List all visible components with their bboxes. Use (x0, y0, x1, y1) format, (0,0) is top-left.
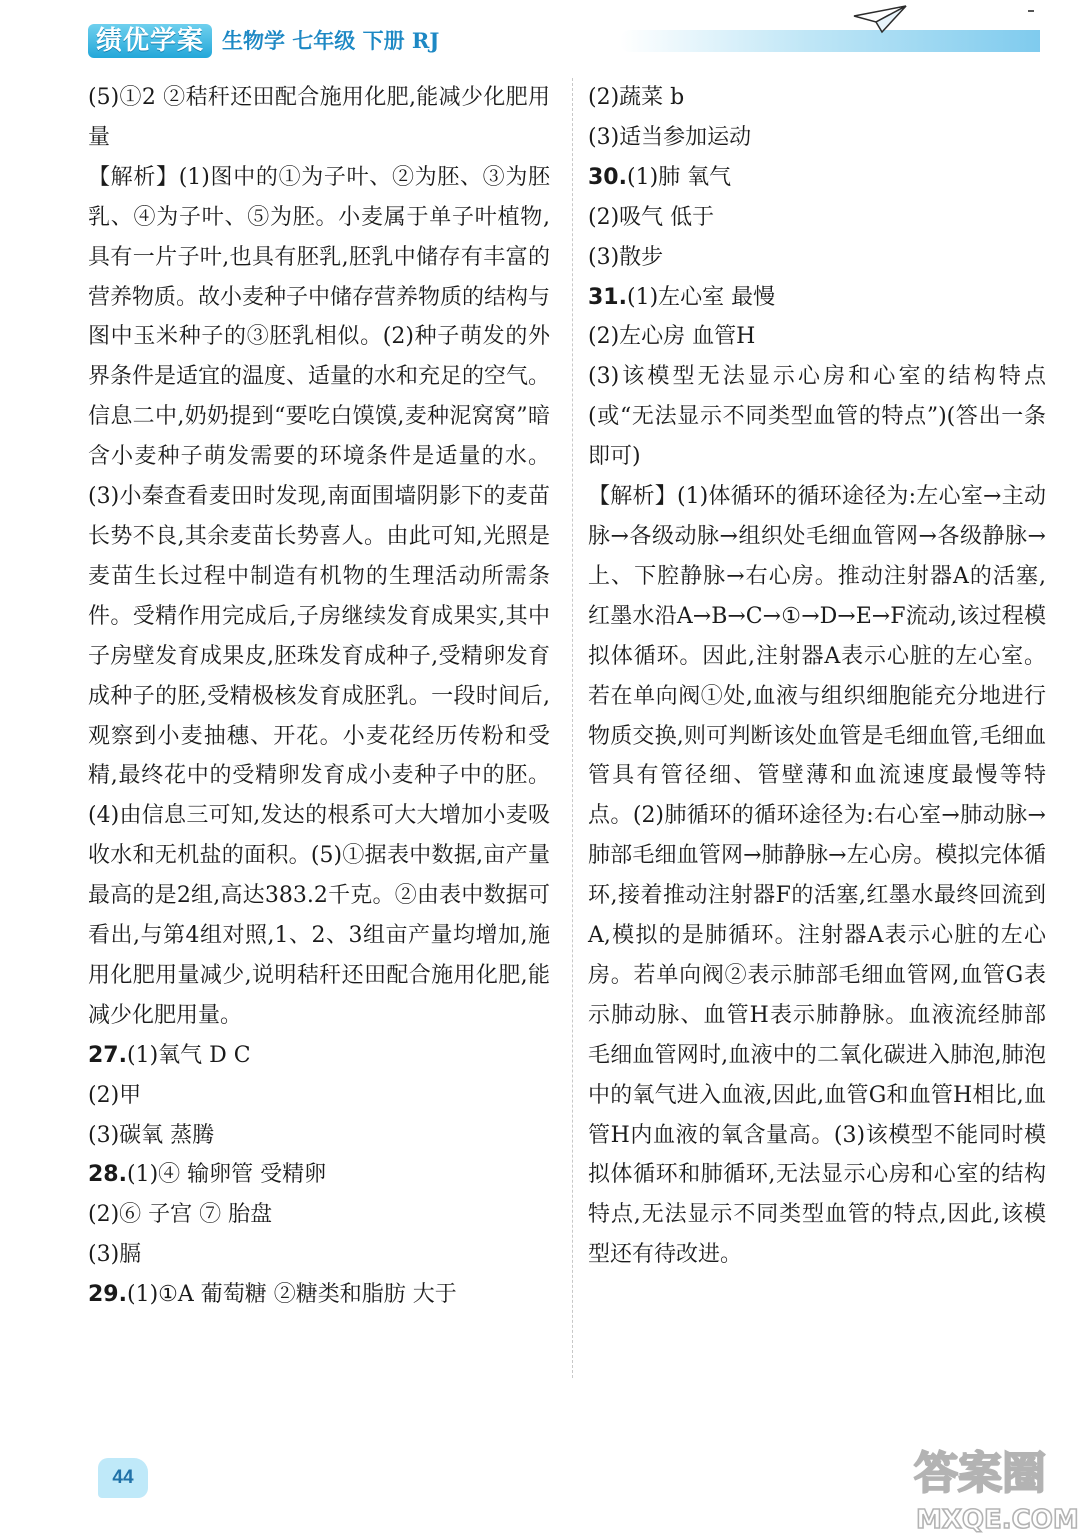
answer-text: 【解析】(1)体循环的循环途径为:左心室→主动脉→各级动脉→组织处毛细血管网→各级静脉→上、下腔静脉→右心房。推动注射器A的活塞,红墨水沿A→B→C→①→D→E→F流动,该过程模拟体循环。因此,注射器A表示心脏的左心室。若在单向阀①处,血液与组织细胞能充分地进行物质交换,则可判断该处血管是毛细血管,毛细血管具有管径细、管壁薄和血流速度最慢等特点。(2)肺循环的循环途径为:右心室→肺动脉→肺部毛细血管网→肺静脉→左心房。模拟完体循环,接着推动注射器F的活塞,红墨水最终回流到A,模拟的是肺循环。注射器A表示心脏的左心房。若单向阀②表示肺部毛细血管网,血管G表示肺动脉、血管H表示肺静脉。血液流经肺部毛细血管网时,血液中的二氧化碳进入肺泡,肺泡中的氧气进入血液,因此,血管G和血管H相比,血管H内血液的氧含量高。(3)该模型不能同时模拟体循环和肺循环,无法显示心房和心室的结构特点,无法显示不同类型血管的特点,因此,该模型还有待改进。 (588, 484, 1046, 1268)
question-number: 28. (88, 1162, 127, 1188)
answer-line (588, 477, 1046, 1275)
answer-text: (5)①2 ②秸秆还田配合施用化肥,能减少化肥用量 (88, 85, 550, 150)
answer-line (88, 1076, 550, 1116)
answer-line (88, 1036, 550, 1076)
left-column (88, 78, 550, 1315)
page-header (0, 0, 1081, 64)
column-divider (572, 78, 573, 1378)
answer-text: (2)蔬菜 b (588, 85, 685, 110)
header-mark (1028, 10, 1034, 12)
answer-line (588, 158, 1046, 198)
answer-text: (3)该模型无法显示心房和心室的结构特点(或“无法显示不同类型血管的特点”)(答出一条即可) (588, 364, 1046, 470)
answer-line (588, 278, 1046, 318)
answer-line (88, 1155, 550, 1195)
answer-text: (2)左心房 血管H (588, 324, 756, 350)
subject-title: 生物学 七年级 下册 RJ (222, 28, 440, 53)
answer-text: (1)④ 输卵管 受精卵 (126, 1162, 327, 1188)
question-number: 30. (588, 164, 627, 190)
answer-line (588, 198, 1046, 238)
page-number: 44 (98, 1458, 148, 1498)
watermark-logo (906, 1436, 1081, 1536)
answer-line (588, 118, 1046, 158)
svg-text:答案圈: 答案圈 (914, 1448, 1046, 1499)
question-number: 31. (588, 284, 627, 310)
answer-line (88, 78, 550, 158)
answer-line (588, 317, 1046, 357)
answer-text: (3)膈 (88, 1242, 142, 1268)
svg-text:MXQE.COM: MXQE.COM (916, 1505, 1079, 1535)
answer-line (588, 357, 1046, 477)
answer-line (88, 1195, 550, 1235)
answer-line (88, 1235, 550, 1275)
answer-text: (2)吸气 低于 (588, 204, 715, 230)
question-number: 27. (88, 1042, 127, 1068)
answer-line (588, 78, 1046, 118)
answer-text: (2)甲 (88, 1082, 142, 1108)
answer-text: (1)氧气 D C (126, 1042, 251, 1068)
header-decor-band (620, 30, 1040, 52)
answer-text: (3)适当参加运动 (588, 124, 752, 150)
question-number: 29. (88, 1282, 127, 1308)
answer-text: (1)①A 葡萄糖 ②糖类和脂肪 大于 (126, 1282, 457, 1308)
answer-text: (1)肺 氧气 (626, 164, 732, 190)
answer-line (588, 238, 1046, 278)
paper-plane-icon (852, 4, 908, 34)
brand-logo: 绩优学案 (88, 24, 212, 58)
answer-text: 【解析】(1)图中的①为子叶、②为胚、③为胚乳、④为子叶、⑤为胚。小麦属于单子叶植物,具有一片子叶,也具有胚乳,胚乳中储存有丰富的营养物质。故小麦种子中储存营养物质的结构与图中玉米种子的③胚乳相似。(2)种子萌发的外界条件是适宜的温度、适量的水和充足的空气。信息二中,奶奶提到“要吃白馍馍,麦种泥窝窝”暗含小麦种子萌发需要的环境条件是适量的水。(3)小秦查看麦田时发现,南面围墙阴影下的麦苗长势不良,其余麦苗长势喜人。由此可知,光照是麦苗生长过程中制造有机物的生理活动所需条件。受精作用完成后,子房继续发育成果实,其中子房壁发育成果皮,胚珠发育成种子,受精卵发育成种子的胚,受精极核发育成胚乳。一段时间后,观察到小麦抽穗、开花。小麦花经历传粉和受精,最终花中的受精卵发育成小麦种子中的胚。(4)由信息三可知,发达的根系可大大增加小麦吸收水和无机盐的面积。(5)①据表中数据,亩产量最高的是2组,高达383.2千克。②由表中数据可看出,与第4组对照,1、2、3组亩产量均增加,施用化肥用量减少,说明秸秆还田配合施用化肥,能减少化肥用量。 (88, 164, 551, 1028)
right-column (588, 78, 1046, 1275)
answer-line (88, 158, 550, 1036)
answer-line (88, 1116, 550, 1156)
answer-line (88, 1275, 550, 1315)
answer-text: (1)左心室 最慢 (626, 284, 776, 310)
answer-text: (2)⑥ 子宫 ⑦ 胎盘 (88, 1202, 273, 1228)
answer-text: (3)碳氧 蒸腾 (88, 1122, 215, 1148)
answer-text: (3)散步 (588, 244, 664, 270)
